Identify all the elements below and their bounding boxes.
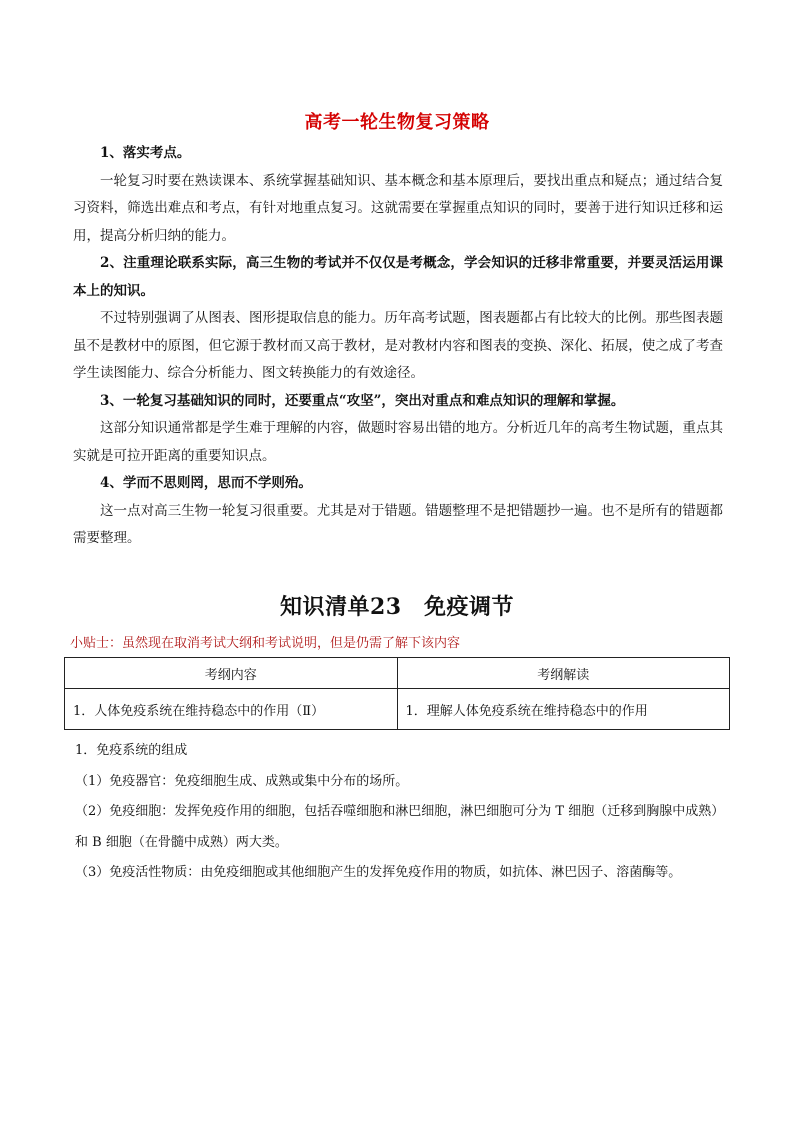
section-title: 知识清单23 免疫调节 (279, 594, 515, 620)
content-item: （3）免疫活性物质：由免疫细胞或其他细胞产生的发挥免疫作用的物质，如抗体、淋巴因子、溶菌酶等。 (75, 865, 682, 880)
content-section (75, 736, 727, 889)
table-header-cell: 考纲内容 (65, 658, 398, 689)
tip-note: 小贴士：虽然现在取消考试大纲和考试说明，但是仍需了解下该内容 (70, 636, 461, 651)
content-heading: 1．免疫系统的组成 (75, 743, 188, 758)
strategy-point-heading: 1、落实考点。 (100, 145, 191, 161)
table-cell: 1．人体免疫系统在维持稳态中的作用（Ⅱ） (65, 689, 398, 730)
strategy-point-body: 这部分知识通常都是学生难于理解的内容，做题时容易出错的地方。分析近几年的高考生物试题，重点其实就是可拉开距离的重要知识点。 (73, 420, 723, 464)
syllabus-table (64, 657, 730, 730)
document-title: 高考一轮生物复习策略 (304, 112, 490, 133)
content-item: （1）免疫器官：免疫细胞生成、成熟或集中分布的场所。 (75, 773, 409, 789)
strategy-point-heading: 3、一轮复习基础知识的同时，还要重点“攻坚”，突出对重点和难点知识的理解和掌握。 (100, 392, 625, 409)
strategy-point-heading: 2、注重理论联系实际，高三生物的考试并不仅仅是考概念，学会知识的迁移非常重要，并要灵活运用课本上的知识。 (73, 255, 723, 299)
table-cell: 1．理解人体免疫系统在维持稳态中的作用 (397, 689, 730, 730)
strategy-point-body: 这一点对高三生物一轮复习很重要。尤其是对于错题。错题整理不是把错题抄一遍。也不是所有的错题都需要整理。 (73, 502, 723, 546)
table-header-row (65, 658, 730, 689)
strategy-point-body: 一轮复习时要在熟读课本、系统掌握基础知识、基本概念和基本原理后，要找出重点和疑点；通过结合复习资料，筛选出难点和考点，有针对地重点复习。这就需要在掌握重点知识的同时，要善于进行知识迁移和运用，提高分析归纳的能力。 (73, 172, 723, 244)
table-header-cell: 考纲解读 (397, 658, 730, 689)
table-row (65, 689, 730, 730)
strategy-section (73, 140, 723, 553)
content-item: （2）免疫细胞：发挥免疫作用的细胞，包括吞噬细胞和淋巴细胞，淋巴细胞可分为 T 细胞（迁移到胸腺中成熟）和 B 细胞（在骨髓中成熟）两大类。 (75, 804, 725, 850)
strategy-point-heading: 4、学而不思则罔，思而不学则殆。 (100, 475, 312, 491)
strategy-point-body: 不过特别强调了从图表、图形提取信息的能力。历年高考试题，图表题都占有比较大的比例。那些图表题虽不是教材中的原图，但它源于教材而又高于教材，是对教材内容和图表的变换、深化、拓展，使之成了考查学生读图能力、综合分析能力、图文转换能力的有效途径。 (73, 310, 723, 381)
